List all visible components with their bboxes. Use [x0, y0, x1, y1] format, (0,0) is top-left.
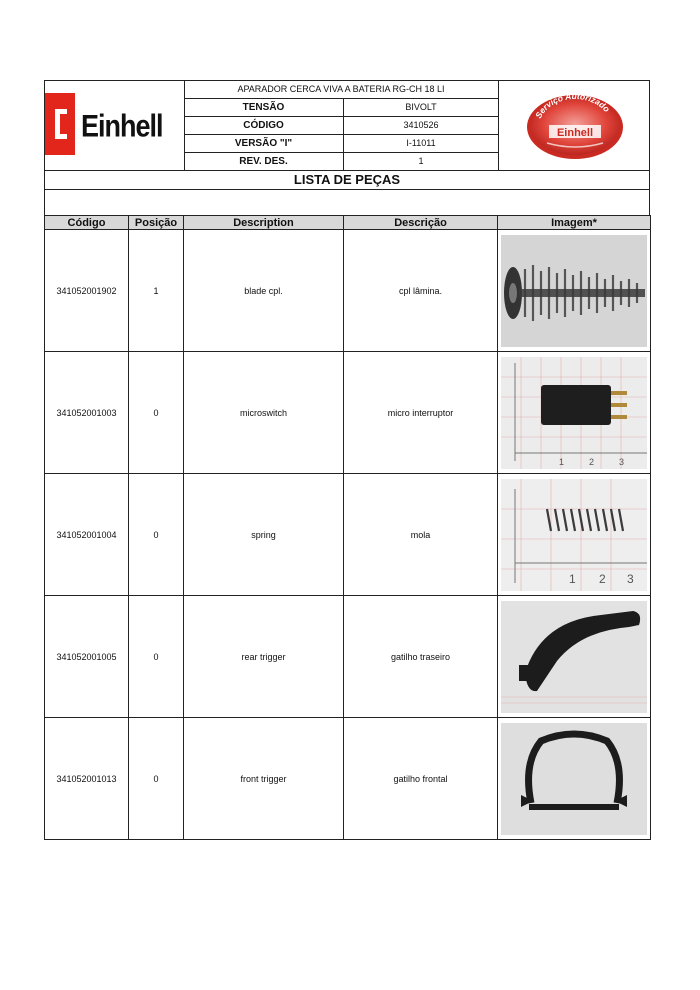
scale-tick: 3 [619, 456, 625, 467]
cell-posicao: 1 [129, 230, 184, 352]
cell-description: front trigger [184, 718, 344, 840]
cell-descricao: gatilho frontal [344, 718, 498, 840]
table-row [45, 596, 651, 718]
front-trigger-image [501, 723, 647, 835]
cell-image [498, 230, 651, 352]
authorized-service-badge-icon [525, 91, 625, 159]
scale-tick: 2 [589, 456, 595, 467]
field-value: BIVOLT [405, 102, 437, 112]
field-label: REV. DES. [184, 153, 344, 170]
product-name: APARADOR CERCA VIVA A BATERIA RG-CH 18 LI [184, 81, 498, 99]
cell-codigo: 341052001005 [45, 596, 129, 718]
spring-image [501, 479, 647, 591]
logo-wordmark: Einhell [81, 109, 163, 144]
cell-posicao: 0 [129, 352, 184, 474]
page-title: LISTA DE PEÇAS [44, 171, 650, 190]
table-row [45, 474, 651, 596]
cell-descricao: gatilho traseiro [344, 596, 498, 718]
field-row-tensao [184, 99, 498, 117]
col-header-codigo: Código [45, 216, 129, 230]
table-row [45, 352, 651, 474]
cell-codigo: 341052001003 [45, 352, 129, 474]
field-label: TENSÃO [184, 99, 344, 116]
cell-descricao: micro interruptor [344, 352, 498, 474]
cell-image [498, 474, 651, 596]
badge-brand: Einhell [556, 127, 594, 139]
rear-trigger-image [501, 601, 647, 713]
microswitch-image [501, 357, 647, 469]
cell-posicao: 0 [129, 474, 184, 596]
field-row-rev-des [184, 153, 498, 170]
field-label: CÓDIGO [184, 117, 344, 134]
field-row-versao [184, 135, 498, 153]
field-row-codigo [184, 117, 498, 135]
table-header-row [45, 216, 651, 230]
scale-tick: 1 [569, 571, 576, 586]
col-header-descricao: Descrição [344, 216, 498, 230]
einhell-logo [45, 93, 182, 155]
field-value: 3410526 [403, 120, 439, 130]
scale-tick: 2 [599, 571, 606, 586]
col-header-imagem: Imagem* [498, 216, 651, 230]
parts-table [44, 215, 651, 840]
col-header-description: Description [184, 216, 344, 230]
einhell-logo-mark-icon [45, 93, 75, 155]
scale-tick: 3 [627, 571, 634, 586]
field-value: I-11011 [406, 138, 436, 148]
scale-tick: 1 [559, 456, 565, 467]
cell-image [498, 352, 651, 474]
cell-description: rear trigger [184, 596, 344, 718]
cell-posicao: 0 [129, 596, 184, 718]
cell-description: microswitch [184, 352, 344, 474]
cell-description: spring [184, 474, 344, 596]
cell-codigo: 341052001902 [45, 230, 129, 352]
badge-arc-text: Serviço Autorizado [533, 91, 612, 120]
blank-row [44, 190, 650, 215]
field-label: VERSÃO "I" [184, 135, 344, 152]
col-header-posicao: Posição [129, 216, 184, 230]
badge-cell [498, 81, 650, 170]
logo-cell [45, 81, 185, 170]
cell-posicao: 0 [129, 718, 184, 840]
cell-description: blade cpl. [184, 230, 344, 352]
cell-codigo: 341052001004 [45, 474, 129, 596]
cell-image [498, 596, 651, 718]
cell-image [498, 718, 651, 840]
cell-descricao: mola [344, 474, 498, 596]
table-row [45, 230, 651, 352]
table-row [45, 718, 651, 840]
cell-descricao: cpl lâmina. [344, 230, 498, 352]
header-block [44, 80, 650, 171]
product-info [184, 81, 498, 170]
field-value: 1 [418, 156, 424, 166]
cell-codigo: 341052001013 [45, 718, 129, 840]
blade-image [501, 235, 647, 347]
